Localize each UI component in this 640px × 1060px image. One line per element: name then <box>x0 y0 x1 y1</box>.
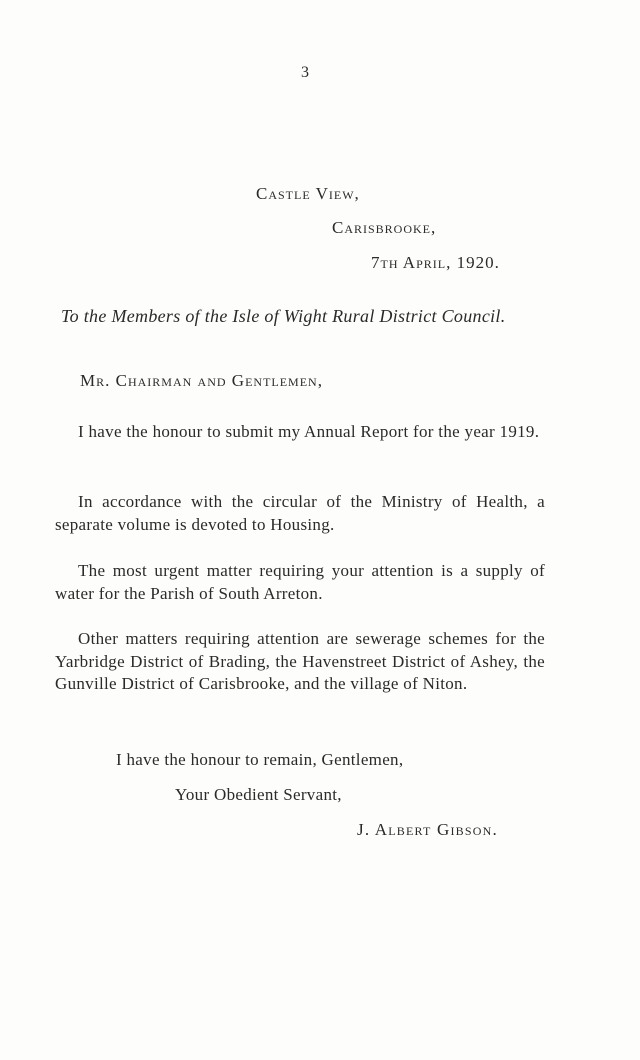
addressee-line: To the Members of the Isle of Wight Rural District Council. <box>61 306 506 326</box>
closing-line-2: Your Obedient Servant, <box>175 785 342 804</box>
address-line-2: Carisbrooke, <box>332 218 437 237</box>
address-date: 7th April, 1920. <box>371 253 500 272</box>
paragraph-housing: In accordance with the circular of the Ministry of Health, a separate volume is devoted to Housing. <box>55 492 545 534</box>
address-line-1: Castle View, <box>256 184 360 203</box>
paragraph-annual-report: I have the honour to submit my Annual Report for the year 1919. <box>78 422 540 441</box>
paragraph-water-supply: The most urgent matter requiring your attention is a supply of water for the Parish of South Arreton. <box>55 561 545 603</box>
page-number: 3 <box>301 64 309 81</box>
paragraph-sewerage: Other matters requiring attention are sewerage schemes for the Yarbridge District of Brading, the Havenstreet District of Ashey, the Gunville District of Carisbrooke, and the village of Niton. <box>55 629 545 693</box>
salutation: Mr. Chairman and Gentlemen, <box>80 371 323 390</box>
closing-line-1: I have the honour to remain, Gentlemen, <box>116 750 404 769</box>
signature: J. Albert Gibson. <box>357 820 498 839</box>
